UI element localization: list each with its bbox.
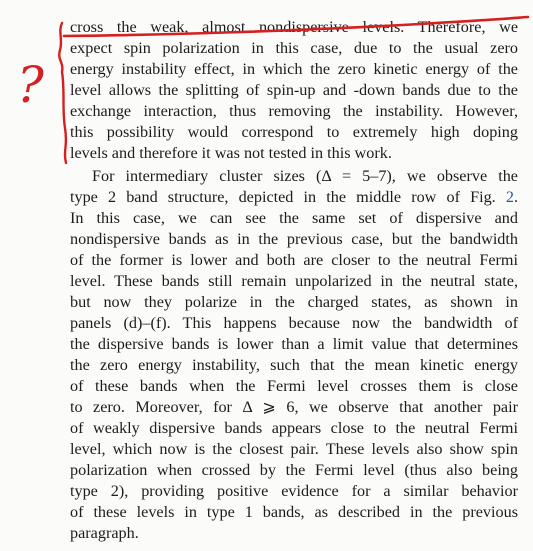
text-line: of the former is lower and both are closer to the neutral Fermi <box>70 251 518 269</box>
text-line: expect spin polarization in this case, due to the usual zero <box>70 39 518 57</box>
text-line: the dispersive bands is lower than a limit value that determines <box>70 335 518 353</box>
text-line: this possibility would correspond to extremely high doping <box>70 123 518 141</box>
text-line: to zero. Moreover, for Δ ⩾ 6, we observe that another pair <box>70 398 518 416</box>
text-line: of weakly dispersive bands appears close to the neutral Fermi <box>70 419 518 437</box>
text-line: energy instability effect, in which the zero kinetic energy of the <box>70 60 518 78</box>
text-line: of these bands when the Fermi level crosses them is close <box>70 377 518 395</box>
text-line: panels (d)–(f). This happens because now the bandwidth of <box>70 314 518 332</box>
figure-reference-link[interactable]: 2 <box>505 188 514 206</box>
text-line: nondispersive bands as in the previous case, but the bandwidth <box>70 230 518 248</box>
text-line: of these levels in type 1 bands, as described in the previous <box>70 503 518 521</box>
text-fragment: type 2 band structure, depicted in the middle row of Fig. <box>70 188 496 206</box>
text-line: In this case, we can see the same set of dispersive and <box>70 209 518 227</box>
text-line-with-figure-ref <box>70 187 518 207</box>
text-line: but now they polarize in the charged states, as shown in <box>70 293 518 311</box>
pen-bracket-stroke <box>59 23 66 163</box>
text-line: paragraph. <box>70 524 139 542</box>
pen-question-mark: ? <box>17 56 44 114</box>
text-line: exchange interaction, thus removing the instability. However, <box>70 102 518 120</box>
text-line: For intermediary cluster sizes (Δ = 5–7), we observe the <box>92 167 518 185</box>
text-line: level. These bands still remain unpolarized in the neutral state, <box>70 272 518 290</box>
text-line: level, which now is the closest pair. These levels also show spin <box>70 440 518 458</box>
text-line: the zero energy instability, such that the mean kinetic energy <box>70 356 518 374</box>
text-line: polarization when crossed by the Fermi level (thus also being <box>70 461 518 479</box>
text-line: level allows the splitting of spin-up and -down bands due to the <box>70 81 518 99</box>
text-line: type 2), providing positive evidence for a similar behavior <box>70 482 518 500</box>
text-line: cross the weak, almost nondispersive levels. Therefore, we <box>70 18 518 36</box>
text-fragment: . <box>513 188 518 206</box>
text-line: levels and therefore it was not tested in this work. <box>70 144 392 162</box>
